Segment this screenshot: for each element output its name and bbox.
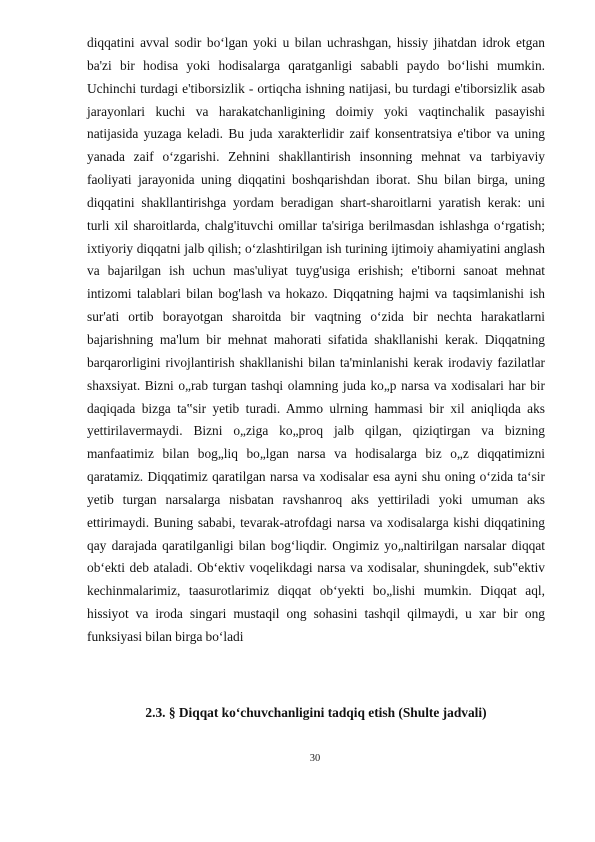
body-paragraph: diqqatini avval sodir bo‘lgan yoki u bilan uchrashgan, hissiy jihatdan idrok etgan ba'zi bir hodisa yoki hodisalarga qaratganligi sababli paydo bo‘lishi mumkin. Uchinchi turdagi e'tiborsizlik - ortiqcha ishning natijasi, bu turdagi e'tiborsizlik asab jarayonlari kuchi va harakatchanligining doimiy yoki vaqtinchalik pasayishi natijasida yuzaga keladi. Bu juda xarakterlidir zaif konsentratsiya e'tibor va uning yanada zaif o‘zgarishi. Zehnini shakllantirish insonning mehnat va tarbiyaviy faoliyati jarayonida uning diqqatini boshqarishdan iborat. Shu bilan birga, uning diqqatini shakllantirishga yordam beradigan shart-sharoitlarni yaratish kerak: uni turli xil sharoitlarda, chalg'ituvchi omillar ta'siriga berilmasdan ishlashga o‘rgatish; ixtiyoriy diqqatni jalb qilish; o‘zlashtirilgan ish turining ijtimoiy ahamiyatini anglash va bajarilgan ish uchun mas'uliyat tuyg'usiga erishish; e'tiborni sanoat mehnat intizomi talablari bilan bog'lash va hokazo. Diqqatning hajmi va taqsimlanishi ish sur'ati ortib borayotgan sharoitda bir vaqtning o‘zida bir nechta harakatlarni bajarishning ma'lum bir mehnat mahorati sifatida shakllanishi kerak. Diqqatning barqarorligini rivojlantirish shakllanishi bilan ta'minlanishi kerak irodaviy fazilatlar shaxsiyat. Bizni o„rab turgan tashqi olamning juda ko„p narsa va xodisalari har bir daqiqada bizga ta‟sir yetib turadi. Ammo ulrning hammasi bir xil aniqliqda aks yettirilavermaydi. Bizni o„ziga ko„proq jalb qilgan, qiziqtirgan va bizning manfaatimiz bilan bog„liq bo„lgan narsa va hodisalarga biz o„z diqqatimizni qaratamiz. Diqqatimiz qaratilgan narsa va xodisalar esa ayni shu oning o‘zida ta‘sir yetib turgan narsalarga nisbatan ravshanroq aks yettiriladi yoki umuman aks ettirimaydi. Buning sababi, tevarak-atrofdagi narsa va xodisalarga kishi diqqatining qay darajada qaratilganligi bilan bog‘liqdir. Ongimiz yo„naltirilgan narsalar diqqat ob‘ekti deb ataladi. Ob‘ektiv voqelikdagi narsa va xodisalar, shuningdek, sub‟ektiv kechinmalarimiz, taasurotlarimiz diqqat ob‘yekti bo„lishi mumkin. Diqqat aql, hissiyot va iroda singari mustaqil ong sohasini tashqil qilmaydi, u xar bir ong funksiyasi bilan birga bo‘ladi xyxy=(87,35,545,644)
page-body xyxy=(87,32,545,649)
section-heading: 2.3. § Diqqat ko‘chuvchanligini tadqiq etish (Shulte jadvali) xyxy=(145,705,487,720)
page-number: 30 xyxy=(309,753,321,764)
